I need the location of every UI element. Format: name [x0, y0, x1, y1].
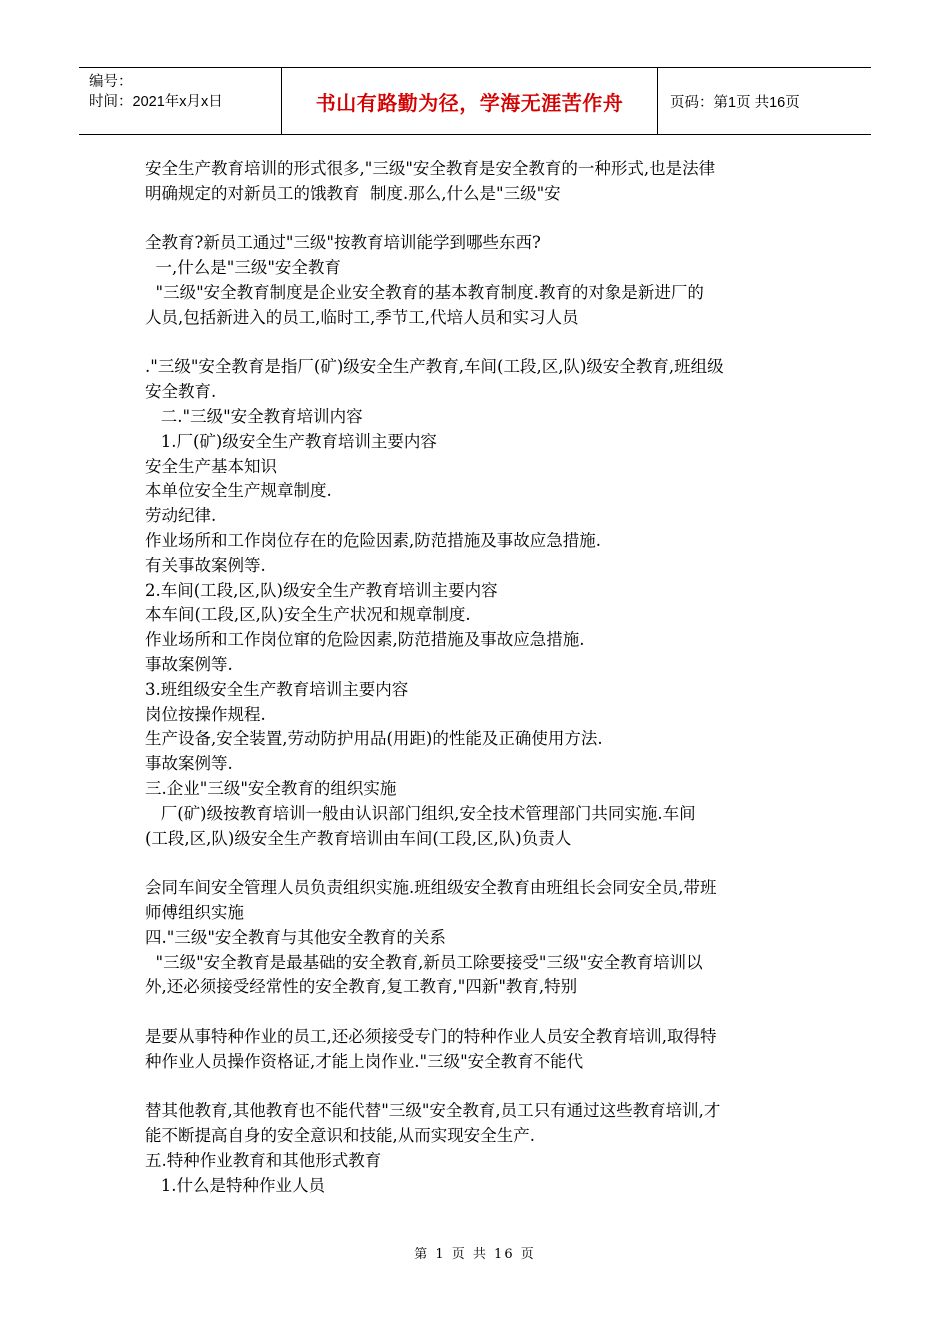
- text-line: 会同车间安全管理人员负责组织实施.班组级安全教育由班组长会同安全员,带班: [145, 878, 717, 898]
- text-line: 作业场所和工作岗位窜的危险因素,防范措施及事故应急措施.: [145, 630, 585, 650]
- text-line: 事故案例等.: [145, 654, 233, 674]
- page-header: [79, 67, 871, 135]
- text-line: 五.特种作业教育和其他形式教育: [145, 1150, 382, 1170]
- text-line: 四."三级"安全教育与其他安全教育的关系: [145, 927, 446, 947]
- text-line: 替其他教育,其他教育也不能代替"三级"安全教育,员工只有通过这些教育培训,才: [145, 1101, 721, 1121]
- text-line: 有关事故案例等.: [145, 555, 266, 575]
- text-line: 师傅组织实施: [145, 902, 244, 922]
- blank-line: [145, 851, 810, 876]
- blank-line: [145, 331, 810, 356]
- text-line: 生产设备,安全装置,劳动防护用品(用距)的性能及正确使用方法.: [145, 729, 603, 749]
- text-line: 人员,包括新进入的员工,临时工,季节工,代培人员和实习人员: [145, 307, 579, 327]
- text-line: 能不断提高自身的安全意识和技能,从而实现安全生产.: [145, 1126, 535, 1146]
- text-line: 事故案例等.: [145, 754, 233, 774]
- text-line: 1.厂(矿)级安全生产教育培训主要内容: [145, 431, 437, 451]
- text-line: (工段,区,队)级安全生产教育培训由车间(工段,区,队)负责人: [145, 828, 572, 848]
- text-line: 岗位按操作规程.: [145, 704, 266, 724]
- text-line: 安全生产基本知识: [145, 456, 277, 476]
- text-line: 二."三级"安全教育培训内容: [145, 406, 363, 426]
- header-page-info: 页码：第1页 共16页: [670, 94, 800, 111]
- text-line: 全教育?新员工通过"三级"按教育培训能学到哪些东西?: [145, 233, 541, 253]
- text-line: 安全教育.: [145, 382, 217, 402]
- text-line: ."三级"安全教育是指厂(矿)级安全生产教育,车间(工段,区,队)级安全教育,班组级: [145, 357, 724, 377]
- text-line: 2.车间(工段,区,队)级安全生产教育培训主要内容: [145, 580, 498, 600]
- text-line: 外,还必须接受经常性的安全教育,复工教育,"四新"教育,特别: [145, 977, 578, 997]
- text-line: 劳动纪律.: [145, 506, 217, 526]
- text-line: 1.什么是特种作业人员: [145, 1175, 325, 1195]
- time-label: 时间：2021年x月x日: [89, 94, 223, 110]
- text-line: 厂(矿)级按教育培训一般由认识部门组织,安全技术管理部门共同实施.车间: [145, 803, 696, 823]
- text-line: 种作业人员操作资格证,才能上岗作业."三级"安全教育不能代: [145, 1051, 584, 1071]
- header-motto: 书山有路勤为径，学海无涯苦作舟: [282, 68, 658, 134]
- blank-line: [145, 1000, 810, 1025]
- page-footer: 第 1 页 共 16 页: [414, 1247, 536, 1262]
- text-line: 三.企业"三级"安全教育的组织实施: [145, 778, 397, 798]
- blank-line: [145, 1074, 810, 1099]
- text-line: 一,什么是"三级"安全教育: [145, 258, 341, 278]
- text-line: 安全生产教育培训的形式很多,"三级"安全教育是安全教育的一种形式,也是法律: [145, 159, 716, 178]
- text-line: 3.班组级安全生产教育培训主要内容: [145, 679, 409, 699]
- text-line: 作业场所和工作岗位存在的危险因素,防范措施及事故应急措施.: [145, 530, 601, 550]
- blank-line: [145, 207, 810, 232]
- header-meta: [79, 68, 282, 134]
- text-line: "三级"安全教育是最基础的安全教育,新员工除要接受"三级"安全教育培训以: [145, 952, 703, 972]
- document-body: [145, 157, 810, 1198]
- text-line: 本车间(工段,区,队)安全生产状况和规章制度.: [145, 605, 471, 625]
- text-line: 是要从事特种作业的员工,还必须接受专门的特种作业人员安全教育培训,取得特: [145, 1026, 717, 1046]
- text-line: 明确规定的对新员工的饿教育 制度.那么,什么是"三级"安: [145, 183, 561, 203]
- text-line: 本单位安全生产规章制度.: [145, 481, 332, 501]
- text-line: "三级"安全教育制度是企业安全教育的基本教育制度.教育的对象是新进厂的: [145, 282, 704, 302]
- serial-label: 编号：: [89, 74, 133, 90]
